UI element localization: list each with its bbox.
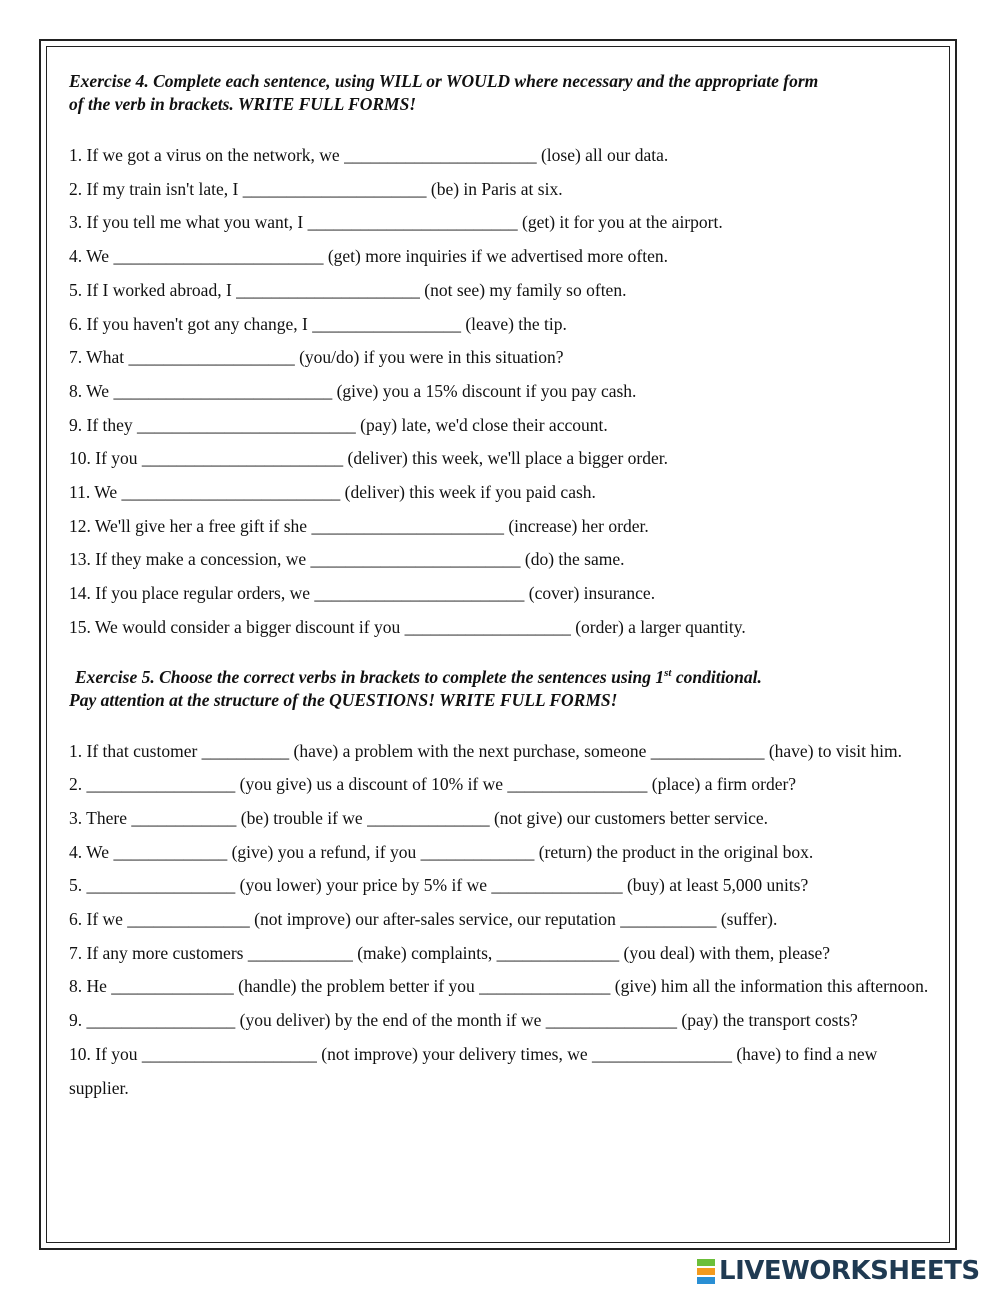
- superscript-st: st: [664, 666, 672, 679]
- exercise4-instruction: [69, 70, 929, 116]
- exercise5-item-5[interactable]: 5. _________________ (you lower) your price by 5% if we _______________ (buy) at least 5,000 units?: [69, 875, 809, 896]
- exercise5-instruction-post: conditional.: [671, 666, 762, 687]
- exercise5-instruction-line2: Pay attention at the structure of the QUESTIONS! WRITE FULL FORMS!: [69, 689, 618, 710]
- exercise5-item-2[interactable]: 2. _________________ (you give) us a discount of 10% if we ________________ (place) a firm order?: [69, 774, 797, 795]
- exercise4-item-8[interactable]: 8. We _________________________ (give) you a 15% discount if you pay cash.: [69, 380, 637, 401]
- exercise5-item-10[interactable]: 10. If you ____________________ (not improve) your delivery times, we ________________ (have) to find a new supplier.: [69, 1043, 878, 1098]
- exercise5-item-7[interactable]: 7. If any more customers ____________ (make) complaints, ______________ (you deal) with them, please?: [69, 942, 831, 963]
- logo-bar-orange: [697, 1268, 715, 1275]
- exercise4-item-10[interactable]: 10. If you _______________________ (deliver) this week, we'll place a bigger order.: [69, 448, 668, 469]
- exercise4-item-5[interactable]: 5. If I worked abroad, I _____________________ (not see) my family so often.: [69, 279, 627, 300]
- exercise5-list: [69, 735, 929, 1106]
- exercise4-item-13[interactable]: 13. If they make a concession, we ________________________ (do) the same.: [69, 549, 625, 570]
- exercise4-list: [69, 139, 929, 645]
- liveworksheets-logo: [697, 1254, 980, 1288]
- exercise5-instruction-pre: Exercise 5. Choose the correct verbs in brackets to complete the sentences using 1: [75, 666, 665, 687]
- exercise5-instruction: [69, 666, 929, 712]
- exercise4-instruction-line1: Exercise 4. Complete each sentence, using WILL or WOULD where necessary and the appropriate form: [69, 71, 819, 91]
- logo-bar-green: [697, 1259, 715, 1266]
- exercise4-item-4[interactable]: 4. We ________________________ (get) more inquiries if we advertised more often.: [69, 246, 668, 267]
- logo-bar-blue: [697, 1277, 715, 1284]
- exercise5-item-4[interactable]: 4. We _____________ (give) you a refund, if you _____________ (return) the product in the original box.: [69, 841, 814, 862]
- exercise5-item-3[interactable]: 3. There ____________ (be) trouble if we ______________ (not give) our customers better service.: [69, 807, 769, 828]
- exercise4-item-12[interactable]: 12. We'll give her a free gift if she ______________________ (increase) her order.: [69, 515, 649, 536]
- exercise4-item-15[interactable]: 15. We would consider a bigger discount if you ___________________ (order) a larger quantity.: [69, 616, 746, 637]
- exercise4-instruction-line2: of the verb in brackets. WRITE FULL FORMS!: [69, 94, 417, 114]
- exercise5-item-1[interactable]: 1. If that customer __________ (have) a problem with the next purchase, someone _____________ (have) to visit him.: [69, 740, 903, 761]
- exercise4-item-3[interactable]: 3. If you tell me what you want, I ________________________ (get) it for you at the airport.: [69, 212, 723, 233]
- exercise5-item-8[interactable]: 8. He ______________ (handle) the problem better if you _______________ (give) him all the information this afternoon.: [69, 976, 929, 997]
- exercise4-item-6[interactable]: 6. If you haven't got any change, I _________________ (leave) the tip.: [69, 313, 567, 334]
- worksheet-content: [69, 70, 929, 1105]
- liveworksheets-logo-icon: [697, 1259, 715, 1284]
- exercise4-item-11[interactable]: 11. We _________________________ (deliver) this week if you paid cash.: [69, 482, 596, 503]
- liveworksheets-logo-text: LIVEWORKSHEETS: [719, 1256, 980, 1286]
- exercise4-item-1[interactable]: 1. If we got a virus on the network, we ______________________ (lose) all our data.: [69, 145, 669, 165]
- exercise4-item-7[interactable]: 7. What ___________________ (you/do) if you were in this situation?: [69, 347, 564, 368]
- exercise5-item-9[interactable]: 9. _________________ (you deliver) by the end of the month if we _______________ (pay) the transport costs?: [69, 1010, 858, 1031]
- exercise4-item-14[interactable]: 14. If you place regular orders, we ________________________ (cover) insurance.: [69, 583, 656, 604]
- exercise5-instruction-line1: [69, 667, 762, 687]
- exercise5-item-6[interactable]: 6. If we ______________ (not improve) our after-sales service, our reputation ___________ (suffer).: [69, 909, 778, 930]
- exercise4-item-2[interactable]: 2. If my train isn't late, I _____________________ (be) in Paris at six.: [69, 178, 563, 199]
- exercise4-item-9[interactable]: 9. If they _________________________ (pay) late, we'd close their account.: [69, 414, 608, 435]
